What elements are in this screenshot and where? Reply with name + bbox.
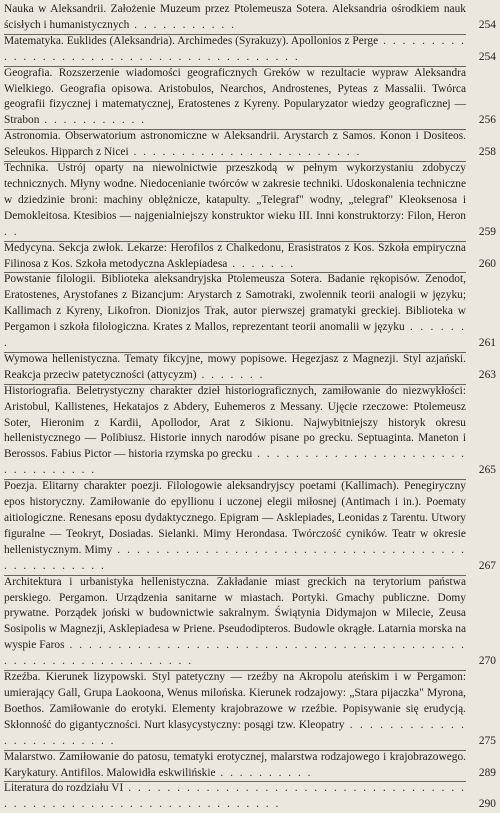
toc-entry-text: Nauka w Aleksandrii. Założenie Muzeum przez Ptolemeusza Sotera. Aleksandria ośrodkiem nauk ścisłych i humanistycznych bbox=[4, 3, 466, 31]
leader-dots: . . . . . . . . . . . . . . . . . . . . . . . . . . . . . . . . . . . . . . . . . . . . . . . bbox=[4, 543, 466, 572]
leader-dots: . . . . . . . . . . . bbox=[39, 114, 147, 127]
toc-entry-technika bbox=[4, 161, 496, 241]
toc-entry-text: Poezja. Elitarny charakter poezji. Filologowie aleksandryjscy poetami (Kallimach). Penegiryczny epos historyczny. Zamiłowanie do epyllionu i uczonej elegii miłosnej (Antimach i in.). Poematy aitiologiczne. Renesans eposu dydaktycznego. Epigram — Asklepiades, Leonidas z Tarentu. Utwory figuralne — Teokryt, Dosiadas. Sielanki. Mimy Herondasa. Twórczość cyników. Teatr w okresie hellenistycznym. Mimy bbox=[4, 480, 466, 556]
table-of-contents bbox=[4, 2, 496, 813]
toc-entry-rzezba bbox=[4, 670, 496, 750]
toc-entry-literatura bbox=[4, 781, 496, 813]
toc-entry-text: Malarstwo. Zamiłowanie do patosu, tematyki erotycznej, malarstwa rodzajowego i krajobrazowego. Karykatury. Antifilos. Malowidła eskwilińskie bbox=[4, 750, 466, 779]
toc-entry-astronomia bbox=[4, 129, 496, 161]
leader-dots: . . . . . . . . . . . . . . . . . . . . . . . . . . . . . . . . bbox=[4, 448, 467, 477]
toc-entry-matematyka bbox=[4, 34, 496, 66]
toc-entry-architektura bbox=[4, 575, 496, 670]
leader-dots: . . . . . . . . . . . . . . . . . . . . . . . . . . . . . . . . . . . . . . . . . . . . . . . . . . . . . . . . . . . . . bbox=[4, 639, 466, 668]
toc-entry-text: Architektura i urbanistyka hellenistyczna. Zakładanie miast greckich na terytorium państwa perskiego. Pergamon. Urządzenia sanitarne w miastach. Portyki. Gmachy publiczne. Domy prywatne. Porządek joński w budownictwie sakralnym. Świątynia Didymajon w Milecie, Zeusa Sosipolis w Magnezji, Asklepiadesa w Priene. Pseudodipteros. Budowle okrągłe. Latarnia morska na wyspie Faros bbox=[4, 575, 466, 652]
toc-entry-text: Powstanie filologii. Biblioteka aleksandryjska Ptolemeusza Sotera. Badanie rękopisów. Zenodot, Eratostenes, Arystofanes z Bizancjum: Arystarch z Samotraki, zwolennik teorii analogii w języku; Kallimach z Kyreny, Likofron. Dionizjos Trak, autor pierwszej gramatyki greckiej. Biblioteka w Pergamon i szkoła filologiczna. Krates z Mallos, reprezentant teorii anomalii w języku bbox=[4, 273, 466, 334]
leader-dots: . . . . . . . . . . . bbox=[129, 18, 236, 31]
toc-entry-text: Rzeźba. Kierunek lizypowski. Styl patetyczny — rzeźby na Akropolu ateńskim i w Pergamon: umierający Gall, Grupa Laokoona, Wenus milońska. Kierunek rodzajowy: „Stara pijaczka" Myrona, Boethos. Zamiłowanie do erotyki. Elementy krajobrazowe w rzeźbie. Popisywanie się erudycją. Skłonność do gigantyczności. Nurt klasycystyczny: posągi tzw. Kleopatry bbox=[4, 671, 466, 731]
page-number: 261 bbox=[478, 337, 496, 350]
toc-entry-text: Wymowa hellenistyczna. Tematy fikcyjne, mowy popisowe. Hegezjasz z Magnezji. Styl azjański. Reakcja przeciw patetyczności (attycyzm) bbox=[4, 352, 466, 381]
toc-entry-text: Medycyna. Sekcja zwłok. Lekarze: Herofilos z Chalkedonu, Erasistratos z Kos. Szkoła empiryczna Filinosa z Kos. Szkoła metodyczna Asklepiadesa bbox=[4, 241, 466, 270]
page-number: 270 bbox=[478, 655, 496, 668]
toc-entry-text: Astronomia. Obserwatorium astronomiczne w Aleksandrii. Arystarch z Samos. Konon i Dositeos. Seleukos. Hipparch z Nicei bbox=[4, 130, 466, 159]
toc-entry-nauka bbox=[4, 2, 496, 34]
page-number: 263 bbox=[478, 368, 496, 381]
toc-entry-text: Geografia. Rozszerzenie wiadomości geograficznych Greków w rezultacie wypraw Aleksandra Wielkiego. Geografia opisowa. Aristobulos, Nearchos, Androstenes, Pyteas z Massalii. Twórca geografii fizycznej i matematycznej, Eratostenes z Kyreny. Popularyzator wiedzy geograficznej — Strabon bbox=[4, 66, 466, 127]
page-number: 289 bbox=[478, 766, 496, 779]
leader-dots: . . . . . . . . . . . . . . . . . . . . . . . . bbox=[128, 146, 362, 159]
toc-entry-wymowa bbox=[4, 352, 496, 384]
leader-dots: . . bbox=[4, 225, 19, 238]
leader-dots: . . . . . . . . . . . . . . . . . . . . . . . . bbox=[4, 718, 467, 747]
leader-dots: . . . . . . . bbox=[227, 257, 296, 270]
leader-dots: . . . . . . . . . . . . . . . . . . . . . . . . . . . . . . . . . . . . . . . . bbox=[4, 34, 467, 63]
toc-entry-text: Technika. Ustrój oparty na niewolnictwie przeszkodą w pełnym wykorzystaniu zdobyczy technicznych. Młyny wodne. Niedocenianie twórców w zakresie techniki. Udoskonalenia techniczne w dziedzinie broni: machiny oblężnicze, katapulty. „Telegraf" wodny, „telegraf" Kleoksenosa i Demokleitosa. Ktesibios — najgenialniejszy konstruktor wieku III. Inni konstruktorzy: Filon, Heron bbox=[4, 162, 466, 222]
toc-entry-text: Literatura do rozdziału VI bbox=[4, 782, 124, 795]
page-number: 290 bbox=[478, 798, 496, 811]
leader-dots: . . . . . . . bbox=[4, 321, 466, 350]
page-number: 265 bbox=[478, 464, 496, 477]
toc-entry-poezja bbox=[4, 479, 496, 574]
toc-entry-historiografia bbox=[4, 384, 496, 479]
page-number: 260 bbox=[478, 257, 496, 270]
page-number: 275 bbox=[478, 734, 496, 747]
toc-entry-malarstwo bbox=[4, 750, 496, 782]
leader-dots: . . . . . . . . . . bbox=[215, 766, 313, 779]
page-number: 254 bbox=[478, 18, 496, 31]
toc-entry-text: Historiografia. Beletrystyczny charakter dzieł historiograficznych, zamiłowanie do niezwykłości: Aristobul, Kallistenes, Hekatajos z Abdery, Euhemeros z Messany. Ujęcie rzeczowe: Ptolemeusz Soter, Hieronim z Kardii, Apollodor, Arat z Sikionu. Najwybitniejszy historyk okresu hellenistycznego — Polibiusz. Historie innych narodów pisane po grecku. Septuaginta. Maneton i Berossos. Fabius Pictor — historia rzymska po grecku bbox=[4, 384, 466, 461]
leader-dots: . . . . . . . . . . . . . . . . . . . . . . . . . . . . . . . . . . . . . . . . . . . . . . . . . . . . . . . . . . . . . . . . bbox=[4, 782, 466, 811]
page-number: 256 bbox=[478, 114, 496, 127]
page-number: 258 bbox=[478, 146, 496, 159]
toc-entry-geografia bbox=[4, 66, 496, 130]
page-number: 267 bbox=[478, 559, 496, 572]
page-number: 254 bbox=[478, 50, 496, 63]
toc-entry-text: Matematyka. Euklides (Aleksandria). Archimedes (Syrakuzy). Apollonios z Perge bbox=[4, 34, 379, 47]
leader-dots: . . . . . . . bbox=[196, 368, 265, 381]
toc-entry-filologia bbox=[4, 272, 496, 352]
page-number: 259 bbox=[478, 225, 496, 238]
toc-entry-medycyna bbox=[4, 241, 496, 273]
